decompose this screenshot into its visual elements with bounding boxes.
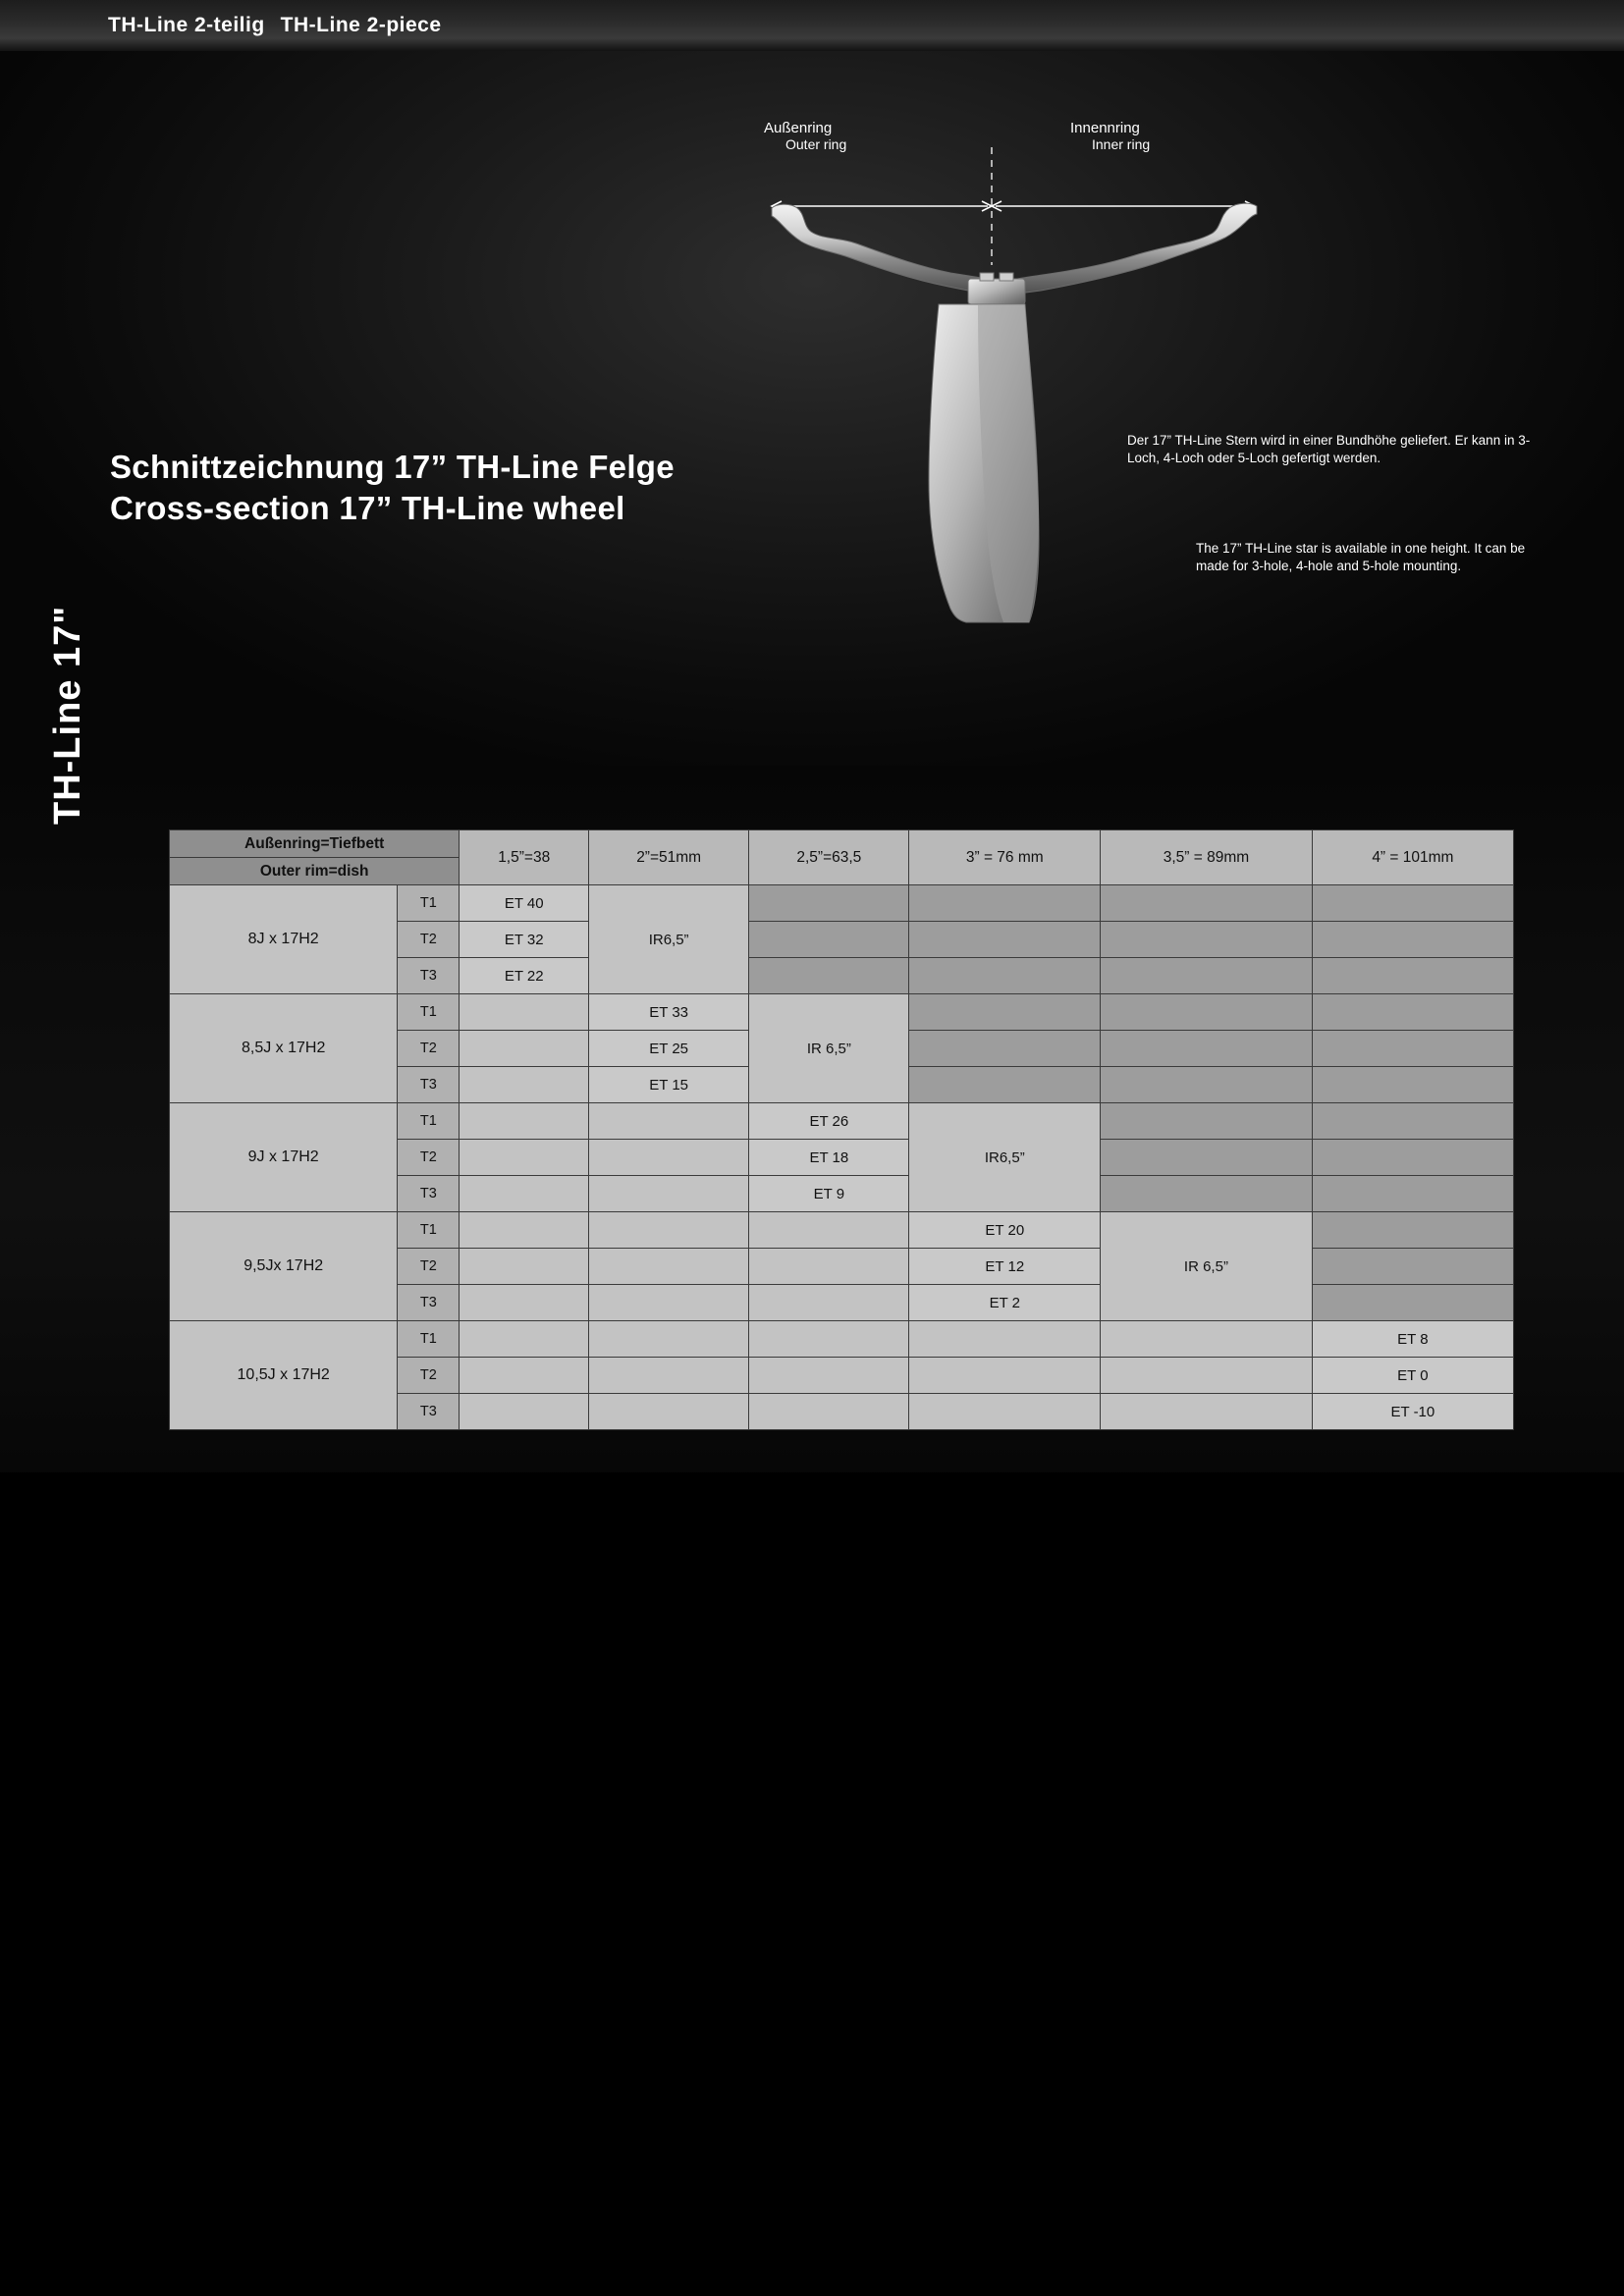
- empty-cell: [909, 1067, 1101, 1103]
- empty-cell: [749, 1394, 909, 1430]
- empty-cell: [909, 1358, 1101, 1394]
- offset-value-cell: ET 40: [460, 885, 589, 922]
- empty-cell: [460, 1249, 589, 1285]
- height-code-cell: T3: [398, 958, 460, 994]
- offset-value-cell: ET 0: [1312, 1358, 1513, 1394]
- empty-cell: [1101, 1358, 1313, 1394]
- empty-cell: [460, 1321, 589, 1358]
- specification-table: [169, 829, 1514, 1430]
- note-english: The 17” TH-Line star is available in one height. It can be made for 3-hole, 4-hole and 5-hole mounting.: [1196, 541, 1526, 574]
- empty-cell: [460, 1067, 589, 1103]
- table-row: [170, 994, 1514, 1031]
- inner-rim-value-cell: IR 6,5”: [749, 994, 909, 1103]
- empty-cell: [909, 994, 1101, 1031]
- empty-cell: [1101, 1176, 1313, 1212]
- height-code-cell: T2: [398, 1031, 460, 1067]
- offset-value-cell: ET 32: [460, 922, 589, 958]
- table-column-header-4: 3,5” = 89mm: [1101, 830, 1313, 885]
- inner-ring-label-de: Innennring: [1070, 120, 1140, 136]
- offset-value-cell: ET 18: [749, 1140, 909, 1176]
- offset-value-cell: ET 9: [749, 1176, 909, 1212]
- wheel-size-label: 9,5Jx 17H2: [170, 1212, 398, 1321]
- empty-cell: [1312, 922, 1513, 958]
- empty-cell: [1101, 1103, 1313, 1140]
- empty-cell: [460, 1394, 589, 1430]
- hub-bolt: [968, 279, 1025, 304]
- empty-cell: [589, 1212, 749, 1249]
- dimension-arrows: [772, 201, 1255, 211]
- empty-cell: [589, 1103, 749, 1140]
- wheel-size-label: 10,5J x 17H2: [170, 1321, 398, 1430]
- empty-cell: [589, 1140, 749, 1176]
- empty-cell: [1101, 885, 1313, 922]
- empty-cell: [460, 1285, 589, 1321]
- table-row: [170, 1212, 1514, 1249]
- empty-cell: [749, 1249, 909, 1285]
- empty-cell: [589, 1394, 749, 1430]
- height-code-cell: T2: [398, 1140, 460, 1176]
- height-code-cell: T2: [398, 1358, 460, 1394]
- height-code-cell: T1: [398, 1321, 460, 1358]
- offset-value-cell: ET 25: [589, 1031, 749, 1067]
- empty-cell: [1101, 1031, 1313, 1067]
- empty-cell: [589, 1358, 749, 1394]
- table-header-row-de: [170, 830, 1514, 858]
- table-column-header-1: 2”=51mm: [589, 830, 749, 885]
- empty-cell: [1312, 885, 1513, 922]
- headline-en: Cross-section 17” TH-Line wheel: [110, 490, 625, 527]
- table-column-header-0: 1,5”=38: [460, 830, 589, 885]
- table-column-header-5: 4” = 101mm: [1312, 830, 1513, 885]
- offset-value-cell: ET 33: [589, 994, 749, 1031]
- table-row: [170, 1103, 1514, 1140]
- inner-rim-value-cell: IR6,5”: [589, 885, 749, 994]
- height-code-cell: T1: [398, 1103, 460, 1140]
- height-code-cell: T3: [398, 1394, 460, 1430]
- empty-cell: [749, 922, 909, 958]
- empty-cell: [460, 1103, 589, 1140]
- height-code-cell: T3: [398, 1285, 460, 1321]
- wheel-photo: [0, 1472, 1624, 2296]
- offset-value-cell: ET -10: [1312, 1394, 1513, 1430]
- empty-cell: [1312, 1140, 1513, 1176]
- inner-ring-label: [1070, 120, 1150, 152]
- wheel-size-label: 8J x 17H2: [170, 885, 398, 994]
- empty-cell: [749, 958, 909, 994]
- table-corner-label-en: Outer rim=dish: [170, 858, 460, 885]
- empty-cell: [749, 1358, 909, 1394]
- empty-cell: [1312, 1031, 1513, 1067]
- empty-cell: [1101, 1067, 1313, 1103]
- outer-ring-profile: [772, 204, 988, 294]
- height-code-cell: T1: [398, 885, 460, 922]
- offset-value-cell: ET 26: [749, 1103, 909, 1140]
- height-code-cell: T2: [398, 1249, 460, 1285]
- empty-cell: [1101, 1394, 1313, 1430]
- hub-bolt-top-right: [1000, 273, 1013, 281]
- wheel-size-label: 9J x 17H2: [170, 1103, 398, 1212]
- table-column-header-3: 3” = 76 mm: [909, 830, 1101, 885]
- empty-cell: [589, 1176, 749, 1212]
- offset-value-cell: ET 20: [909, 1212, 1101, 1249]
- empty-cell: [589, 1285, 749, 1321]
- empty-cell: [1312, 1249, 1513, 1285]
- empty-cell: [909, 1394, 1101, 1430]
- inner-rim-value-cell: IR 6,5”: [1101, 1212, 1313, 1321]
- empty-cell: [1312, 1285, 1513, 1321]
- height-code-cell: T2: [398, 922, 460, 958]
- page-header-title: [108, 14, 442, 37]
- page-header-title-de: TH-Line 2-teilig: [108, 14, 265, 36]
- note-german: Der 17” TH-Line Stern wird in einer Bundhöhe geliefert. Er kann in 3-Loch, 4-Loch oder 5-Loch gefertigt werden.: [1127, 433, 1531, 466]
- outer-ring-label-de: Außenring: [764, 120, 833, 136]
- empty-cell: [1312, 1103, 1513, 1140]
- empty-cell: [1101, 994, 1313, 1031]
- specification-table-wrapper: [169, 829, 1514, 1430]
- empty-cell: [1312, 994, 1513, 1031]
- table-row: [170, 1321, 1514, 1358]
- empty-cell: [589, 1249, 749, 1285]
- empty-cell: [1312, 1176, 1513, 1212]
- offset-value-cell: ET 8: [1312, 1321, 1513, 1358]
- empty-cell: [909, 922, 1101, 958]
- vertical-series-label: TH-Line 17": [47, 605, 88, 825]
- empty-cell: [460, 1176, 589, 1212]
- empty-cell: [460, 1031, 589, 1067]
- height-code-cell: T1: [398, 1212, 460, 1249]
- empty-cell: [749, 1321, 909, 1358]
- specification-table-body: [170, 830, 1514, 1430]
- empty-cell: [749, 1285, 909, 1321]
- headline-de: Schnittzeichnung 17” TH-Line Felge: [110, 449, 675, 485]
- section-headline: [110, 447, 856, 529]
- empty-cell: [909, 885, 1101, 922]
- empty-cell: [460, 1140, 589, 1176]
- empty-cell: [1312, 1212, 1513, 1249]
- offset-value-cell: ET 15: [589, 1067, 749, 1103]
- height-code-cell: T3: [398, 1176, 460, 1212]
- inner-rim-value-cell: IR6,5”: [909, 1103, 1101, 1212]
- page-header-title-en: TH-Line 2-piece: [280, 14, 442, 36]
- table-row: [170, 885, 1514, 922]
- offset-value-cell: ET 12: [909, 1249, 1101, 1285]
- height-code-cell: T3: [398, 1067, 460, 1103]
- table-column-header-2: 2,5”=63,5: [749, 830, 909, 885]
- page-header-bar: [0, 0, 1624, 52]
- empty-cell: [749, 885, 909, 922]
- inner-ring-label-en: Inner ring: [1092, 136, 1151, 152]
- empty-cell: [1101, 1140, 1313, 1176]
- empty-cell: [749, 1212, 909, 1249]
- hub-bolt-top-left: [980, 273, 994, 281]
- empty-cell: [460, 994, 589, 1031]
- empty-cell: [460, 1212, 589, 1249]
- inner-ring-profile: [996, 203, 1257, 296]
- empty-cell: [460, 1358, 589, 1394]
- table-corner-label-de: Außenring=Tiefbett: [170, 830, 460, 858]
- height-code-cell: T1: [398, 994, 460, 1031]
- empty-cell: [1101, 1321, 1313, 1358]
- empty-cell: [1312, 1067, 1513, 1103]
- wheel-size-label: 8,5J x 17H2: [170, 994, 398, 1103]
- outer-ring-label: [764, 120, 846, 152]
- empty-cell: [909, 1321, 1101, 1358]
- empty-cell: [1312, 958, 1513, 994]
- offset-value-cell: ET 22: [460, 958, 589, 994]
- outer-ring-label-en: Outer ring: [785, 136, 847, 152]
- empty-cell: [589, 1321, 749, 1358]
- empty-cell: [1101, 958, 1313, 994]
- empty-cell: [909, 1031, 1101, 1067]
- empty-cell: [1101, 922, 1313, 958]
- empty-cell: [909, 958, 1101, 994]
- offset-value-cell: ET 2: [909, 1285, 1101, 1321]
